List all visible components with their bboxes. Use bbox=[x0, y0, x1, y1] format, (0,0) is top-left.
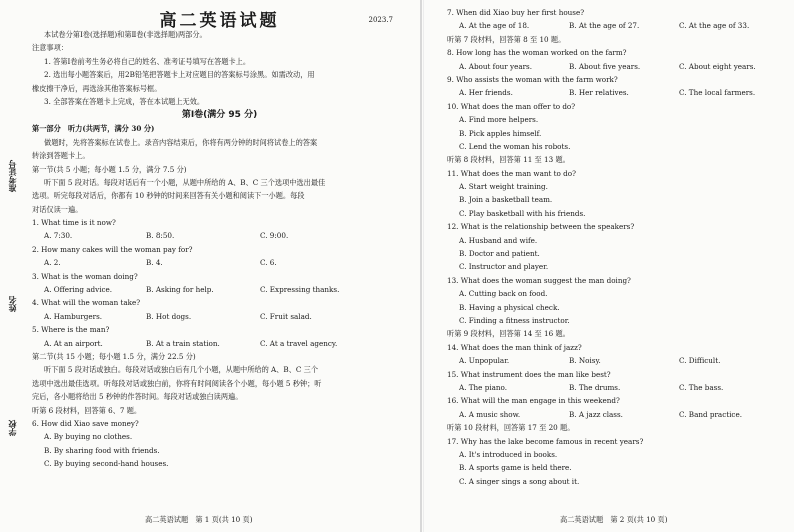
page-divider bbox=[420, 0, 422, 532]
part-one-intro bbox=[32, 136, 407, 163]
answer-options-row bbox=[32, 256, 407, 269]
section-one-heading: 第一节(共 5 小题；每小题 1.5 分，满分 7.5 分) bbox=[32, 164, 187, 174]
material-instruction: 听第 8 段材料，回答第 11 至 13 题。 bbox=[447, 155, 570, 165]
section-two-intro bbox=[32, 363, 407, 417]
answer-option: A. About four years. bbox=[459, 61, 533, 71]
answer-option: A. At an airport. bbox=[44, 338, 103, 348]
intro-line: 做题时，先将答案标在试卷上。录音内容结束后，你将有两分钟的时间将试卷上的答案 bbox=[44, 137, 318, 147]
answer-option: B. Having a physical check. bbox=[459, 302, 560, 312]
question-stem: 7. When did Xiao buy her first house? bbox=[447, 8, 585, 17]
answer-options-row bbox=[32, 229, 407, 242]
answer-option: B. About five years. bbox=[569, 61, 641, 71]
intro-line: 对话仅读一遍。 bbox=[32, 204, 83, 214]
intro-line: 完后，各小题将给出 5 秒钟的作答时间。每段对话或独白读两遍。 bbox=[32, 392, 243, 402]
answer-option: C. The local farmers. bbox=[679, 88, 756, 98]
intro-line: 选项中选出最佳选项。听每段对话或独白前，你将有时间阅读各个小题，每小题 5 秒钟；听 bbox=[32, 378, 322, 388]
answer-option: B. At the age of 27. bbox=[569, 21, 640, 31]
page-divider-shadow bbox=[423, 0, 424, 532]
answer-option: B. At a train station. bbox=[146, 338, 220, 348]
footer-page-one: 高二英语试题 第 1 页(共 10 页) bbox=[145, 515, 253, 524]
answer-option: C. At the age of 33. bbox=[679, 21, 750, 31]
answer-option: B. The drums. bbox=[569, 382, 621, 392]
answer-option: A. Offering advice. bbox=[44, 285, 113, 295]
answer-option: A. Husband and wife. bbox=[459, 235, 538, 245]
answer-options-row bbox=[447, 60, 787, 73]
question-6 bbox=[32, 417, 407, 471]
section-one-intro bbox=[32, 176, 407, 216]
answer-option: C. Lend the woman his robots. bbox=[459, 141, 571, 151]
answer-option: C. Difficult. bbox=[679, 356, 721, 366]
answer-options-row bbox=[32, 283, 407, 296]
question-stem: 16. What will the man engage in this weekend? bbox=[447, 396, 620, 406]
answer-option: A. Her friends. bbox=[459, 88, 513, 98]
answer-option: B. By sharing food with friends. bbox=[44, 445, 160, 455]
instruction-line: 橡皮擦干净后，再选涂其他答案标号框。 bbox=[32, 83, 162, 93]
answer-options-row bbox=[447, 381, 787, 394]
answer-option: A. By buying no clothes. bbox=[44, 432, 133, 442]
question-stem: 9. Who assists the woman with the farm work? bbox=[447, 74, 618, 84]
material-instruction: 听第 7 段材料，回答第 8 至 10 题。 bbox=[447, 34, 566, 44]
answer-option: A. At the age of 18. bbox=[459, 21, 530, 31]
answer-options-row bbox=[447, 86, 787, 99]
question-stem: 5. Where is the man? bbox=[32, 325, 110, 335]
answer-option: C. Instructor and player. bbox=[459, 262, 549, 272]
section-two-heading: 第二节(共 15 小题；每小题 1.5 分，满分 22.5 分) bbox=[32, 351, 196, 361]
answer-option: C. Expressing thanks. bbox=[260, 285, 340, 295]
intro-line: 转涂到答题卡上。 bbox=[32, 151, 90, 161]
question-stem: 17. Why has the lake become famous in recent years? bbox=[447, 436, 644, 446]
question-stem: 1. What time is it now? bbox=[32, 218, 116, 228]
material-instruction: 听第 10 段材料，回答第 17 至 20 题。 bbox=[447, 423, 575, 433]
answer-option: A. Start weight training. bbox=[459, 182, 548, 192]
instructions-block bbox=[32, 28, 407, 108]
answer-option: C. About eight years. bbox=[679, 61, 756, 71]
questions-7-17 bbox=[447, 6, 787, 488]
answer-option: B. A jazz class. bbox=[569, 409, 623, 419]
question-stem: 4. What will the woman take? bbox=[32, 298, 141, 308]
answer-option: C. A singer sings a song about it. bbox=[459, 476, 580, 486]
intro-line: 听下面 5 段对话。每段对话后有一个小题，从题中所给的 A、B、C 三个选项中选出最佳 bbox=[44, 177, 326, 187]
instruction-line: 本试卷分第Ⅰ卷(选择题)和第Ⅱ卷(非选择题)两部分。 bbox=[44, 30, 207, 39]
question-stem: 12. What is the relationship between the speakers? bbox=[447, 222, 635, 232]
answer-option: A. 7:30. bbox=[44, 231, 73, 241]
answer-option: C. By buying second-hand houses. bbox=[44, 459, 169, 469]
page-title: 高二英语试题 bbox=[159, 11, 280, 31]
question-stem: 3. What is the woman doing? bbox=[32, 271, 138, 281]
question-stem: 8. How long has the woman worked on the farm? bbox=[447, 48, 627, 58]
answer-option: A. A music show. bbox=[459, 409, 521, 419]
question-stem: 13. What does the woman suggest the man doing? bbox=[447, 275, 631, 285]
intro-line: 选项。听完每段对话后，你都有 10 秒钟的时间来回答有关小题和阅读下一小题。每段 bbox=[32, 191, 305, 201]
page-one bbox=[32, 6, 407, 526]
question-stem: 15. What instrument does the man like best? bbox=[447, 369, 611, 379]
answer-option: A. It's introduced in books. bbox=[459, 449, 558, 459]
answer-options-row bbox=[447, 354, 787, 367]
answer-options-row bbox=[447, 408, 787, 421]
instruction-line: 注意事项： bbox=[32, 43, 68, 53]
questions-1-5 bbox=[32, 216, 407, 350]
answer-option: A. Find more helpers. bbox=[459, 115, 539, 125]
instruction-line: 1. 答第Ⅰ卷前考生务必将自己的姓名、准考证号填写在答题卡上。 bbox=[44, 56, 251, 66]
answer-option: C. The bass. bbox=[679, 382, 724, 392]
answer-option: C. 9:00. bbox=[260, 231, 289, 241]
answer-option: B. Join a basketball team. bbox=[459, 195, 553, 205]
page-two bbox=[447, 6, 787, 526]
answer-option: A. Unpopular. bbox=[459, 356, 510, 366]
answer-option: B. Noisy. bbox=[569, 356, 601, 366]
answer-option: C. Play basketball with his friends. bbox=[459, 208, 586, 218]
intro-line: 听第 6 段材料，回答第 6、7 题。 bbox=[32, 405, 142, 415]
instruction-line: 3. 全部答案在答题卡上完成，答在本试题上无效。 bbox=[44, 96, 205, 106]
answer-option: C. 6. bbox=[260, 258, 277, 268]
exam-date: 2023.7 bbox=[368, 16, 393, 24]
answer-option: B. 4. bbox=[146, 258, 163, 268]
question-stem: 14. What does the man think of jazz? bbox=[447, 342, 582, 352]
intro-line: 听下面 5 段对话或独白。每段对话或独白后有几个小题，从题中所给的 A、B、C 三个 bbox=[44, 365, 319, 375]
material-instruction: 听第 9 段材料，回答第 14 至 16 题。 bbox=[447, 329, 570, 339]
answer-options-row bbox=[447, 19, 787, 32]
question-stem: 10. What does the man offer to do? bbox=[447, 101, 576, 111]
answer-option: A. The piano. bbox=[459, 382, 508, 392]
part-one-heading: 第一部分 听力(共两节，满分 30 分) bbox=[32, 124, 155, 134]
answer-option: B. Doctor and patient. bbox=[459, 249, 540, 259]
answer-option: A. Cutting back on food. bbox=[459, 289, 548, 299]
question-stem: 2. How many cakes will the woman pay for? bbox=[32, 244, 193, 254]
answer-option: C. Finding a fitness instructor. bbox=[459, 315, 570, 325]
answer-option: B. 8:50. bbox=[146, 231, 175, 241]
answer-option: B. Her relatives. bbox=[569, 88, 629, 98]
answer-option: C. Band practice. bbox=[679, 409, 742, 419]
instruction-line: 2. 选出每小题答案后，用2B铅笔把答题卡上对应题目的答案标号涂黑。如需改动，用 bbox=[44, 70, 315, 80]
side-label-name: 姓名 bbox=[7, 296, 17, 312]
side-label-exam-no: 准考证号 bbox=[7, 160, 17, 192]
answer-option: C. At a travel agency. bbox=[260, 338, 338, 348]
answer-option: C. Fruit salad. bbox=[260, 311, 312, 321]
answer-options-row bbox=[32, 337, 407, 350]
footer-page-two: 高二英语试题 第 2 页(共 10 页) bbox=[560, 515, 668, 524]
answer-option: B. Pick apples himself. bbox=[459, 128, 542, 138]
answer-option: A. 2. bbox=[44, 258, 61, 268]
answer-option: B. Hot dogs. bbox=[146, 311, 192, 321]
answer-options-row bbox=[32, 310, 407, 323]
question-stem: 11. What does the man want to do? bbox=[447, 168, 576, 178]
answer-option: B. Asking for help. bbox=[146, 285, 214, 295]
answer-option: B. A sports game is held there. bbox=[459, 463, 572, 473]
answer-option: A. Hamburgers. bbox=[44, 311, 103, 321]
question-stem: 6. How did Xiao save money? bbox=[32, 418, 139, 428]
side-label-school: 学校 bbox=[7, 420, 17, 436]
section-one-title: 第Ⅰ卷(满分 95 分) bbox=[181, 110, 258, 121]
